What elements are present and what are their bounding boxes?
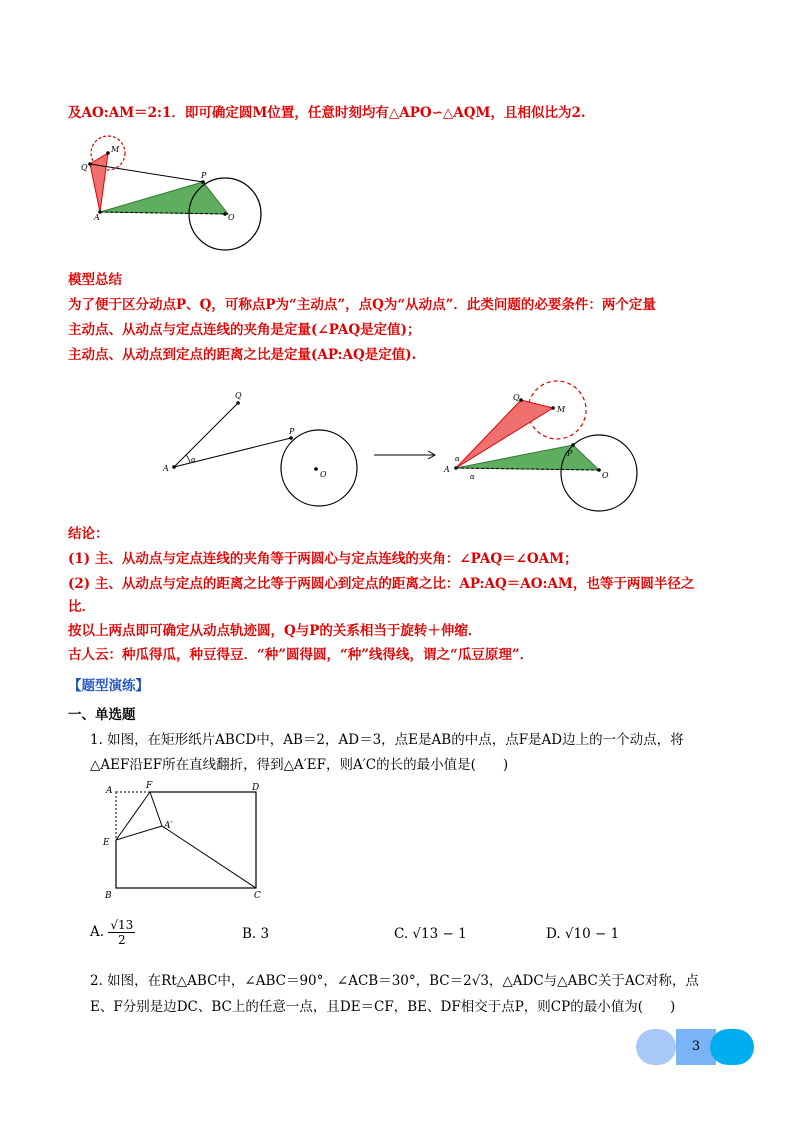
question-1-line-1: 1. 如图，在矩形纸片ABCD中，AB＝2，AD＝3，点E是AB的中点，点F是AD边上的一个动点，将 [90,732,684,748]
text-line: 按以上两点即可确定从动点轨迹圆，Q与P的关系相当于旋转＋伸缩． [68,623,482,639]
option-d[interactable]: D. √10 − 1 [546,926,620,942]
label-A: A [444,465,450,474]
figure-1-circle-diagram [70,128,270,258]
label-O: O [602,471,609,480]
label-Q: Q [513,393,520,402]
option-a[interactable] [90,918,135,947]
label-O: O [320,470,327,479]
arrow-icon [372,448,442,462]
label-M: M [111,145,120,154]
label-M: M [557,405,566,414]
section-heading: 【题型演练】 [68,678,149,694]
badge-bubble-left [636,1029,676,1065]
label-alpha: α [191,456,196,464]
question-2-line-2: E、F分别是边DC、BC上的任意一点，且DE＝CF，BE、DF相交于点P，则CP的最小值为( ) [90,999,676,1015]
fraction-numerator: √13 [110,918,134,932]
label-B: B [105,891,112,900]
label-A-prime: A′ [164,821,173,831]
label-A: A [163,464,169,473]
model-title: 模型总结 [68,272,122,288]
figure-2-before [160,380,360,515]
question-2-line-1: 2. 如图，在Rt△ABC中，∠ABC＝90°，∠ACB＝30°，BC＝2√3，△ADC与△ABC关于AC对称，点 [90,973,699,989]
label-E: E [103,838,110,848]
text-line: 为了便于区分动点P、Q，可称点P为“主动点”，点Q为“从动点”．此类问题的必要条件：两个定量 [68,297,656,313]
text-line: (2) 主、从动点与定点的距离之比等于两圆心到定点的距离之比：AP:AQ＝AO:AM，也等于两圆半径之 [68,576,695,592]
text-line: 古人云：种瓜得瓜，种豆得豆．“种”圆得圆，“种”线得线，谓之“瓜豆原理”． [68,647,534,663]
badge-bubble-right [710,1029,754,1065]
text-line: 及AO:AM＝2:1．即可确定圆M位置，任意时刻均有△APO∽△AQM，且相似比为2. [68,105,586,121]
fraction-denominator: 2 [117,933,126,947]
label-D: D [252,783,260,793]
figure-3-after [440,370,650,515]
label-O: O [228,213,235,222]
option-b[interactable]: B. 3 [242,926,270,942]
text-line: 主动点、从动点到定点的距离之比是定量(AP:AQ是定值). [68,347,417,363]
label-F: F [146,781,153,791]
figure-4-rectangle [100,778,270,900]
page-number: 3 [691,1039,701,1054]
text-line: 比． [68,599,95,615]
option-a-label: A. [90,924,105,940]
label-alpha-1: α [455,455,460,463]
text-line: 主动点、从动点与定点连线的夹角是定量(∠PAQ是定值)； [68,322,421,338]
label-P: P [289,427,295,436]
conclusion-title: 结论： [68,526,109,542]
page-number-badge [636,1029,754,1065]
label-C: C [254,891,261,900]
text-line: (1) 主、从动点与定点连线的夹角等于两圆心与定点连线的夹角：∠PAQ＝∠OAM； [68,551,578,567]
label-alpha-2: α [470,473,475,481]
label-A: A [106,786,113,796]
label-P: P [201,171,207,180]
question-1-line-2: △AEF沿EF所在直线翻折，得到△A′EF，则A′C的长的最小值是( ) [90,757,509,773]
label-P: P [567,449,573,458]
option-c[interactable]: C. √13 − 1 [394,926,467,942]
option-a-fraction [108,918,135,947]
subsection-heading: 一、单选题 [68,707,136,723]
label-A: A [94,213,100,222]
label-Q: Q [81,163,88,172]
label-Q: Q [235,391,242,400]
